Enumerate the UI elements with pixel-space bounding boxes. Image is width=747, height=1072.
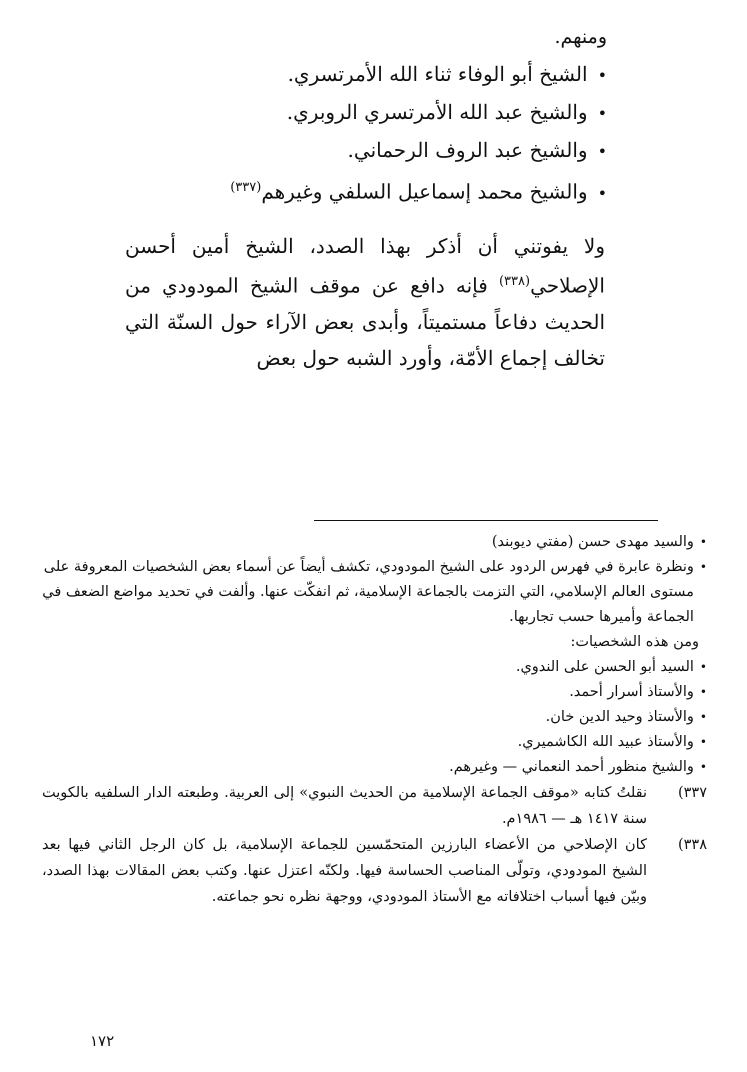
note-bullet: • والأستاذ وحيد الدين خان. [42, 705, 707, 730]
footnote-ref[interactable]: (٣٣٧) [230, 180, 262, 195]
bullet-icon: • [597, 66, 607, 85]
bullet-icon: • [597, 183, 607, 203]
bullet-icon: • [699, 560, 707, 574]
bullet-icon: • [699, 710, 707, 724]
bullet-icon: • [699, 535, 707, 549]
intro-line: ومنهم. [554, 26, 607, 48]
footnote-number: ٣٣٧) [677, 785, 707, 801]
note-bullet: • والشيخ منظور أحمد النعماني — وغيرهم. [42, 755, 707, 780]
footnote-text: نقلتُ كتابه «موقف الجماعة الإسلامية من الحديث النبوي» إلى العربية. وطبعته الدار السلفيه بالكويت سنة ١٤١٧ هـ — ١٩٨٦م. [42, 785, 647, 827]
footnote-text: كان الإصلاحي من الأعضاء البارزين المتحمّسين للجماعة الإسلامية، بل كان الرجل الثاني فيها بعد الشيخ المودودي، وتولّى المناصب الحساسة فيها. ولكنّه اعتزل عنها. وكتب بعض المقالات بهذا الصدد، وبيّن فيها أسباب اختلافاته مع الأستاذ المودودي، ووجهة نظره نحو جماعته. [42, 837, 647, 905]
footnote-number: ٣٣٨) [677, 837, 707, 853]
body-paragraph: ولا يفوتني أن أذكر بهذا الصدد، الشيخ أمين أحسن الإصلاحي$^{(٣٣٨)}$ فإنه دافع عن موقف الشيخ المودودي من الحديث دفاعاً مستميتاً، وأبدى بعض الآراء حول السنّة التي تخالف إجماع الأمّة، وأورد الشبه حول بعض [125, 234, 605, 370]
footnote-divider [314, 520, 658, 521]
bullet-icon: • [699, 735, 707, 749]
note-subheading: ومن هذه الشخصيات: [570, 634, 699, 650]
main-text [137, 22, 607, 212]
bullet-icon: • [699, 760, 707, 774]
bullet-icon: • [699, 685, 707, 699]
note-bullet: • السيد أبو الحسن على الندوي. [42, 655, 707, 680]
footnote-ref[interactable]: (٣٣٨) [498, 274, 531, 289]
footnote-337 [42, 780, 707, 832]
list-item: • والشيخ محمد إسماعيل السلفي وغيرهم$^{(٣٣٧)}$ [137, 170, 607, 212]
bullet-icon: • [597, 104, 607, 123]
list-item: • والشيخ عبد الله الأمرتسري الروبري. [137, 94, 607, 132]
list-item: • الشيخ أبو الوفاء ثناء الله الأمرتسري. [137, 56, 607, 94]
footnote-338 [42, 832, 707, 910]
bullet-icon: • [597, 142, 607, 161]
page-number: ١٧٢ [90, 1032, 115, 1050]
list-item: • والشيخ عبد الروف الرحماني. [137, 132, 607, 170]
note-bullet: • والأستاذ عبيد الله الكاشميري. [42, 730, 707, 755]
scholar-list [137, 56, 607, 212]
note-bullet: • ونظرة عابرة في فهرس الردود على الشيخ المودودي، تكشف أيضاً عن أسماء بعض الشخصيات المعروفة على مستوى العالم الإسلامي، التي التزمت بالجماعة الإسلامية، ثم انفكّت عنها. وألفت في تحديد مواضع الضعف في الجماعة وأميرها حسب تجاربها. [42, 555, 707, 630]
note-bullet: • والأستاذ أسرار أحمد. [42, 680, 707, 705]
footnotes-section [42, 530, 707, 910]
note-bullet: • والسيد مهدى حسن (مفتي ديوبند) [42, 530, 707, 555]
bullet-icon: • [699, 660, 707, 674]
